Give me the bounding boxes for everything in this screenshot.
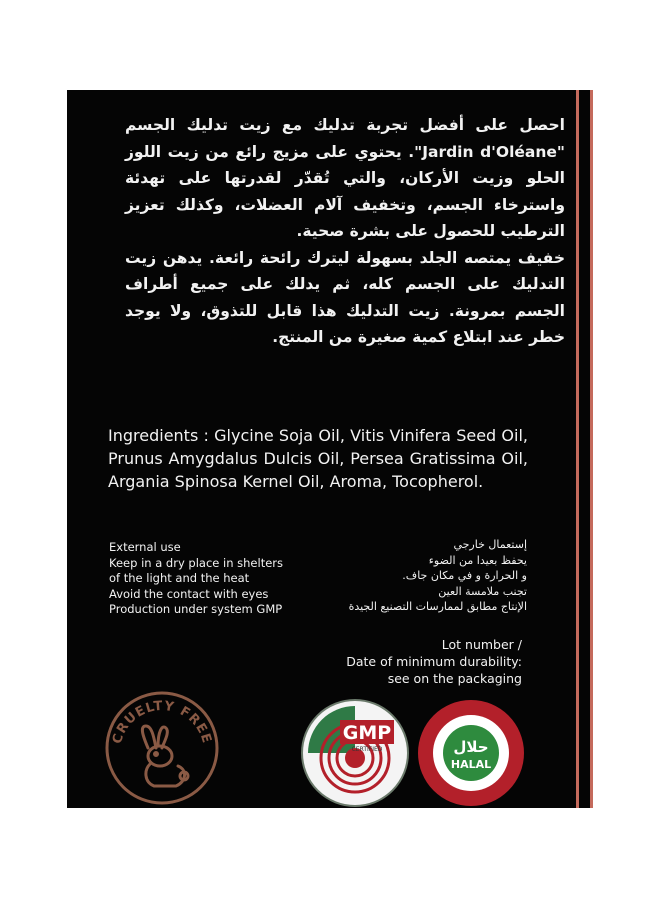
- lot-line-3: see on the packaging: [387, 671, 522, 686]
- ingredients-text: Ingredients : Glycine Soja Oil, Vitis Vinifera Seed Oil, Prunus Amygdalus Dulcis Oil, Persea Gratissima Oil, Argania Spinosa Kernel Oil, Aroma, Tocopherol.: [108, 426, 528, 491]
- cruelty-free-label: CRUELTY FREE: [109, 698, 215, 746]
- halal-english-text: HALAL: [450, 758, 492, 771]
- arabic-paragraph-2: خفيف يمتصه الجلد بسهولة ليترك رائحة رائعة. يدهن زيت التدليك على الجسم كله، ثم يدلك على جميع أطراف الجسم بمرونة. زيت التدليك هذا قابل للتذوق، ولا يوجد خطر عند ابتلاع كمية صغيرة من المنتج.: [125, 248, 565, 346]
- usage-en-line: Production under system GMP: [109, 602, 283, 616]
- usage-instructions-ar: [317, 537, 527, 615]
- usage-ar-line: يحفظ بعيدا من الضوء: [428, 553, 527, 567]
- usage-ar-line: الإنتاج مطابق لممارسات التصنيع الجيدة: [348, 600, 527, 613]
- usage-instructions-en: [109, 540, 319, 618]
- usage-en-line: Keep in a dry place in shelters: [109, 555, 283, 570]
- usage-en-line: of the light and the heat: [109, 571, 250, 585]
- lot-line-1: Lot number /: [441, 637, 522, 652]
- rabbit-icon: [142, 726, 188, 786]
- gmp-subtext: CERTIFIED: [351, 746, 383, 753]
- halal-arabic-text: حلال: [453, 738, 489, 756]
- usage-en-line: Avoid the contact with eyes: [109, 586, 269, 601]
- cruelty-free-badge: [104, 690, 220, 806]
- usage-ar-line: و الحرارة و في مكان جاف.: [402, 569, 527, 582]
- arabic-paragraph-1: احصل على أفضل تجربة تدليك مع زيت تدليك الجسم "Jardin d'Oléane". يحتوي على مزيج رائع من زيت اللوز الحلو وزيت الأركان، والتي تُقدّر لقدرتها على تهدئة واسترخاء الجسم، وتخفيف آلام العضلات، وكذلك تعزيز الترطيب للحصول على بشرة صحية.: [125, 116, 565, 240]
- gmp-text: GMP: [342, 722, 392, 744]
- arabic-description: [125, 112, 565, 351]
- accent-stripe: [576, 90, 579, 808]
- usage-ar-line: تجنب ملامسة العين: [438, 584, 527, 598]
- gmp-badge: [300, 698, 410, 808]
- halal-badge: [416, 698, 526, 808]
- lot-info: [302, 636, 522, 687]
- accent-stripe-outer: [590, 90, 593, 808]
- usage-ar-line: إستعمال خارجي: [453, 538, 527, 551]
- lot-line-2: Date of minimum durability:: [346, 654, 522, 669]
- usage-en-line: External use: [109, 540, 181, 554]
